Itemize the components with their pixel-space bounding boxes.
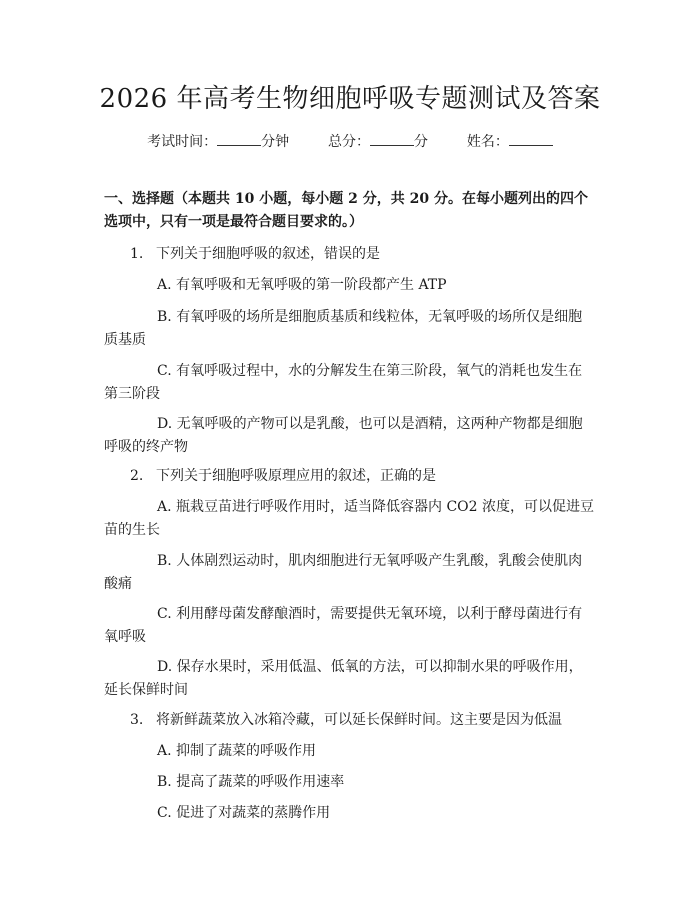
score-label: 总分：: [328, 134, 370, 150]
question-number: 1.: [130, 246, 144, 262]
score-unit: 分: [414, 134, 428, 150]
page-title: 2026 年高考生物细胞呼吸专题测试及答案: [99, 84, 601, 114]
section-heading: 一、选择题（本题共 10 小题，每小题 2 分，共 20 分。在每小题列出的四个选项中，只有一项是最符合题目要求的。）: [104, 191, 588, 230]
name-blank: [509, 133, 553, 146]
q1-option-d: D. 无氧呼吸的产物可以是乳酸，也可以是酒精，这两种产物都是细胞呼吸的终产物: [104, 416, 583, 455]
q1-option-b: B. 有氧呼吸的场所是细胞质基质和线粒体，无氧呼吸的场所仅是细胞质基质: [104, 309, 583, 348]
q3-option-c: C. 促进了对蔬菜的蒸腾作用: [157, 805, 331, 821]
q1-option-a: A. 有氧呼吸和无氧呼吸的第一阶段都产生 ATP: [157, 277, 447, 293]
q3-option-a: A. 抑制了蔬菜的呼吸作用: [157, 743, 317, 759]
time-unit: 分钟: [261, 134, 290, 150]
question-number: 2.: [130, 468, 144, 484]
q1-option-c: C. 有氧呼吸过程中，水的分解发生在第三阶段，氧气的消耗也发生在第三阶段: [104, 363, 583, 402]
q2-option-a: A. 瓶栽豆苗进行呼吸作用时，适当降低容器内 CO2 浓度，可以促进豆苗的生长: [104, 499, 595, 538]
q2-option-b: B. 人体剧烈运动时，肌肉细胞进行无氧呼吸产生乳酸，乳酸会使肌肉酸痛: [104, 553, 583, 592]
score-blank: [370, 133, 414, 146]
name-label: 姓名：: [466, 134, 509, 150]
time-blank: [217, 133, 261, 146]
question-1-stem: [104, 243, 596, 266]
question-text: 下列关于细胞呼吸原理应用的叙述，正确的是: [156, 468, 436, 484]
q3-option-b: B. 提高了蔬菜的呼吸作用速率: [157, 774, 345, 790]
question-text: 将新鲜蔬菜放入冰箱冷藏，可以延长保鲜时间。这主要是因为低温: [156, 712, 562, 728]
question-2-stem: [104, 465, 596, 488]
question-3-stem: [104, 709, 596, 732]
q2-option-d: D. 保存水果时，采用低温、低氧的方法，可以抑制水果的呼吸作用，延长保鲜时间: [104, 659, 583, 698]
time-label: 考试时间：: [147, 134, 218, 150]
question-number: 3.: [130, 712, 144, 728]
question-text: 下列关于细胞呼吸的叙述，错误的是: [156, 246, 380, 262]
q2-option-c: C. 利用酵母菌发酵酿酒时，需要提供无氧环境，以利于酵母菌进行有氧呼吸: [104, 606, 583, 645]
exam-meta: [0, 132, 700, 152]
